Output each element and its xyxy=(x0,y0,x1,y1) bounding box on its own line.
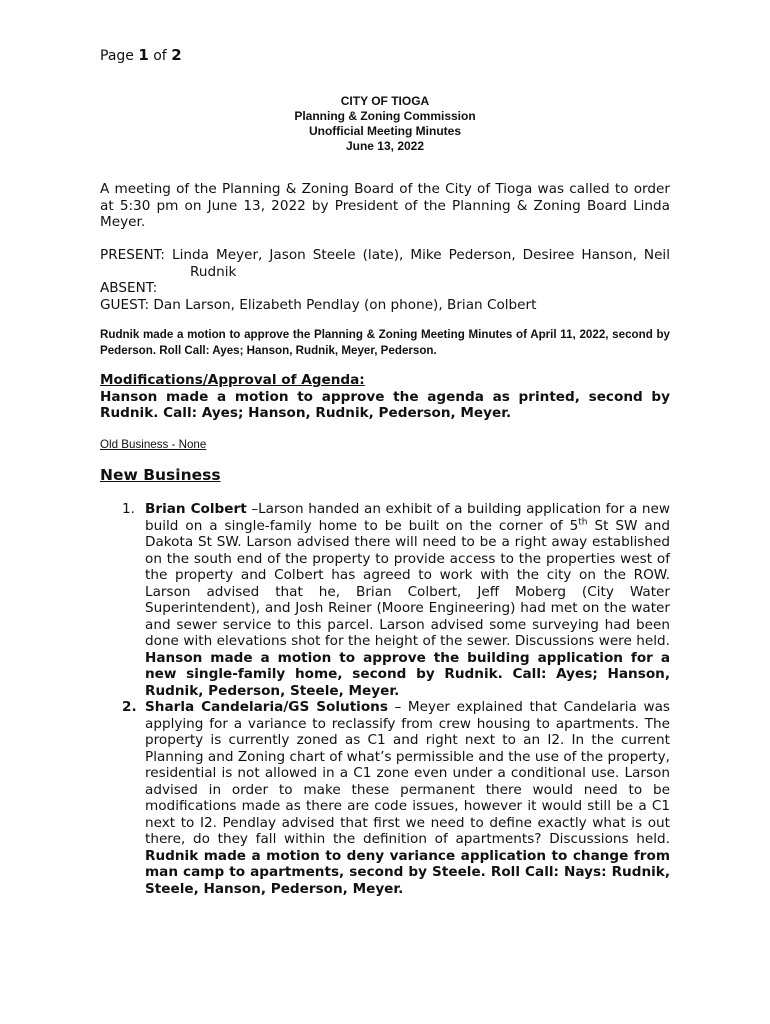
agenda-heading: Modifications/Approval of Agenda: xyxy=(100,372,365,388)
attendance xyxy=(100,247,670,313)
new-business-list xyxy=(100,501,670,897)
document-header xyxy=(0,94,770,154)
agenda-section xyxy=(100,372,670,422)
item-motion: Rudnik made a motion to deny variance application to change from man camp to apartments, second by Steele. Roll Call: Nays: Rudnik, Steele, Hanson, Pederson, Meyer. xyxy=(145,847,670,897)
city-name: CITY OF TIOGA xyxy=(340,94,430,108)
list-item xyxy=(100,699,670,897)
item-text: – Meyer explained that Candelaria was applying for a variance to reclassify from crew housing to apartments. The property is currently zoned as C1 and right next to an I2. In the current Planning and Zoning chart of what’s permissible and the use of the property, residential is not allowed in a C1 zone even under a conditional use. Larson advised in order to make these permanent there would need to be modifications made as there are code issues, however it would still be a C1 next to I2. Pendlay advised that first we need to define exactly what is out there, do they fall within the definition of apartments? Discussions held. xyxy=(145,699,670,847)
page-label-pre: Page xyxy=(100,48,139,64)
item-superscript: th xyxy=(578,516,588,527)
new-business-heading: New Business xyxy=(100,466,221,484)
document-type: Unofficial Meeting Minutes xyxy=(308,124,461,138)
old-business: Old Business - None xyxy=(100,438,207,451)
item-name: Brian Colbert xyxy=(145,501,247,517)
page-label-mid: of xyxy=(148,48,172,64)
item-number: 2. xyxy=(122,699,137,715)
item-text-continued: St SW and Dakota St SW. Larson advised there will need to be a right away established on the south end of the property to provide access to the properties west of the property and Colbert has agreed to work with the city on the ROW. Larson advised that he, Brian Colbert, Jeff Moberg (City Water Superintendent), and Josh Reiner (Moore Engineering) had met on the water and sewer service to this parcel. Larson advised some surveying had been done with elevations shot for the height of the sewer. Discussions were held. xyxy=(145,517,670,649)
minutes-approval-motion: Rudnik made a motion to approve the Planning & Zoning Meeting Minutes of April 11, 2022, second by Pederson. Roll Call: Ayes; Hanson, Rudnik, Meyer, Pederson. xyxy=(100,328,670,357)
commission-name: Planning & Zoning Commission xyxy=(294,109,476,123)
item-name: Sharla Candelaria/GS Solutions xyxy=(145,699,388,715)
guest-line: GUEST: Dan Larson, Elizabeth Pendlay (on phone), Brian Colbert xyxy=(100,296,537,313)
page-number xyxy=(100,46,182,64)
list-item xyxy=(100,501,670,699)
item-number: 1. xyxy=(122,501,135,517)
meeting-date: June 13, 2022 xyxy=(345,139,425,153)
present-line-continued: Rudnik xyxy=(190,263,237,280)
agenda-motion: Hanson made a motion to approve the agenda as printed, second by Rudnik. Call: Ayes; Hanson, Rudnik, Pederson, Meyer. xyxy=(100,388,670,422)
item-motion: Hanson made a motion to approve the building application for a new single-family home, second by Rudnik. Call: Ayes; Hanson, Rudnik, Pederson, Steele, Meyer. xyxy=(145,649,670,699)
absent-line: ABSENT: xyxy=(100,280,158,297)
page-total: 2 xyxy=(171,46,182,64)
item-text: –Larson handed an exhibit of a building application for a new build on a single-family home to be built on the corner of 5 xyxy=(145,501,670,534)
intro-paragraph: A meeting of the Planning & Zoning Board of the City of Tioga was called to order at 5:30 pm on June 13, 2022 by President of the Planning & Zoning Board Linda Meyer. xyxy=(100,181,670,231)
page-current: 1 xyxy=(138,46,149,64)
present-line: PRESENT: Linda Meyer, Jason Steele (late), Mike Pederson, Desiree Hanson, Neil xyxy=(100,247,670,263)
